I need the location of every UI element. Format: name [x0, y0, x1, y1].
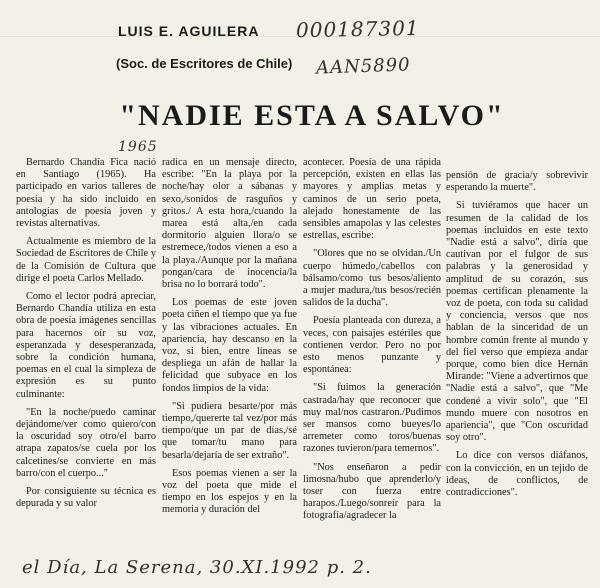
poem-quote: "Olores que no se olvidan./Un cuerpo húmedo,/cabellos con bálsamo/como tus besos/aliento a mujer madura,/tus besos/recién salidos de la ducha". [303, 248, 441, 309]
handwritten-source-note: el Día, La Serena, 30.XI.1992 p. 2. [22, 557, 372, 578]
article-column-1 [16, 157, 156, 516]
author-byline: LUIS E. AGUILERA [118, 23, 260, 39]
poem-quote: "Si fuimos la generación castrada/hay que reconocer que muy mal/nos castraron./Pudimos ser mansos como bueyes/lo arremeter como toros/buenas razones tuvieron/para temernos". [303, 382, 441, 455]
article-column-3 [303, 157, 441, 529]
poem-quote: "Si pudiera besarte/por más tiempo,/quererte tal vez/por más tiempo/que un par de días,/sé que tomar/tu mano para besarla/dejaría de ser extraño". [162, 400, 297, 461]
paragraph: Si tuviéramos que hacer un resumen de la calidad de los poemas incluidos en este texto "Nadie está a salvo", diría que cautivan por el fulgor de sus palabras y la generosidad y amplitud de su corazón, sus poemas certifican plenamente la voz de poeta, con toda su calidad y conciencia, versos que nos hablan de la sinceridad de un hombre común frente al mundo y del fiel verso que empieza andar porque, como bien dice Hernán Mirande: "Viene a advertirnos que "Nadie está a salvo", que "Me condené a vivir solo", que "El mundo muere con nosotros en apariencia", que "Con oscuridad soy otro". [446, 200, 588, 444]
article-column-2 [162, 157, 297, 523]
paragraph: acontecer. Poesía de una rápida percepción, existen en ellas las mayores y amplias metas y caminos de un serio poeta, alejado honestamente de las sensibles amapolas y las celestes estrellas, escribe: [303, 157, 441, 242]
author-affiliation: (Soc. de Escritores de Chile) [116, 56, 293, 71]
handwritten-catalog-number: 000187301 [295, 15, 420, 43]
paragraph: Esos poemas vienen a ser la voz del poeta que mide el tiempo en los espejos y en la memoria y duración del [162, 467, 297, 516]
paragraph: Actualmente es miembro de la Sociedad de Escritores de Chile y de la Comisión de Cultura que dirige el poeta Carlos Mellado. [16, 236, 156, 284]
paragraph: Como el lector podrá apreciar, Bernardo Chandía utiliza en esta obra de poesía imágenes sencillas para hacernos oír su voz, esperanzada y desesperanzada, sobre la condición humana, poemas en el cual la simpleza de expresión es su punto culminante: [16, 291, 156, 400]
poem-quote: "Nos enseñaron a pedir limosna/hubo que aprenderlo/y toser con fuerza entre harapos./Luego/sonreír para la fotografía/agradecer la [303, 461, 441, 522]
paragraph: Los poemas de este joven poeta ciñen el tiempo que ya fue y las vibraciones actuales. En apariencia, hay descanso en la voz, si bien, entre líneas se despliega un afán de hallar la felicidad que subyace en los fondos limpios de la vida: [162, 297, 297, 394]
paragraph: Por consiguiente su técnica es depurada y su valor [16, 486, 156, 510]
paragraph: radica en un mensaje directo, escribe: "En la playa por la noche/hay olor a sábanas y sexo,/sonidos de rasguños y gritos./ A esta hora,/cuando la marea está alta,/en cada dormitorio alguien llora/o se estremece,/todos vienen a eso a la playa./Aunque por la mañana pongan/cara de inocencia/la brisa no lo borrará todo". [162, 157, 297, 291]
article-column-4 [446, 170, 588, 505]
handwritten-year-note: 1965 [118, 139, 158, 155]
paragraph: Lo dice con versos diáfanos, con la convicción, en un tejido de ideas, de conflictos, de contradicciones". [446, 450, 588, 499]
handwritten-reference-code: AAN5890 [315, 54, 411, 79]
paragraph: Bernardo Chandía Fica nació en Santiago (1965). Ha participado en varios talleres de poesía y ha sido incluido en antologías de poesía joven y revistas alternativas. [16, 157, 156, 230]
poem-quote: pensión de gracia/y sobrevivir esperando la muerte". [446, 170, 588, 194]
paragraph: Poesía planteada con dureza, a veces, con paisajes estériles que contienen verdor. Pero no por esto menos punzante y espontánea: [303, 315, 441, 376]
article-title: "NADIE ESTA A SALVO" [119, 99, 505, 132]
poem-quote: "En la noche/puedo caminar dejándome/ver como quiero/con la oscuridad soy otro/el barro atrapa zapatos/se cuela por los calcetines/se convierte en más barro/con el cuerpo..." [16, 406, 156, 479]
